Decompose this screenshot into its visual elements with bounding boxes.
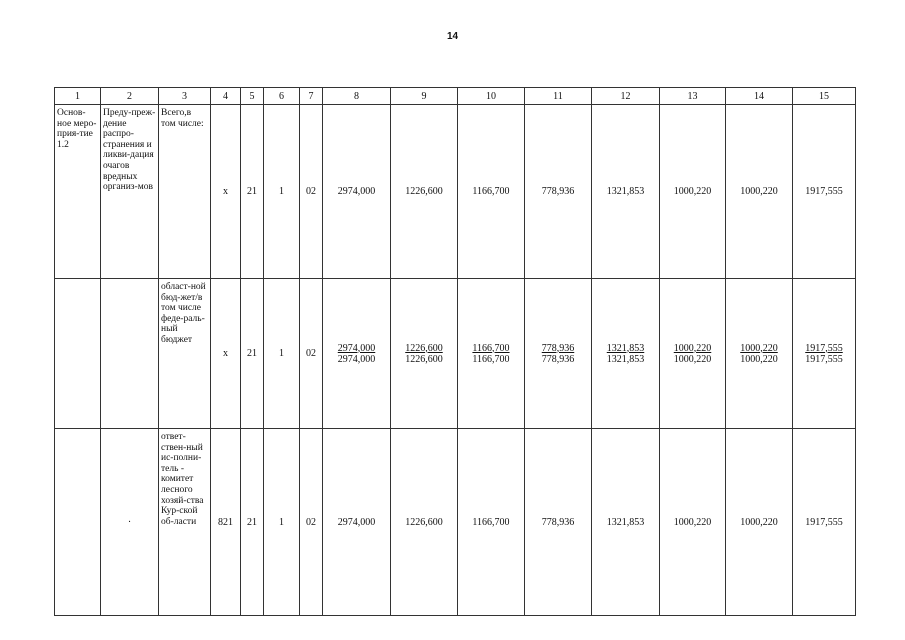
value-cell: 1000,220 [660,105,726,279]
code-cell: 1 [264,279,300,429]
header-cell: 4 [211,88,241,105]
federal-value: 2974,000 [337,353,376,365]
header-cell: 9 [391,88,458,105]
value-cell [525,279,592,429]
code-cell: 21 [241,429,264,616]
header-cell: 8 [323,88,391,105]
value-cell: 1226,600 [391,429,458,616]
header-cell: 13 [660,88,726,105]
measure-cell [55,429,101,616]
header-cell: 7 [300,88,323,105]
value-cell: 1226,600 [391,105,458,279]
regional-value: 1917,555 [805,342,843,354]
value-cell: 1321,853 [592,429,660,616]
code-cell: 02 [300,279,323,429]
federal-value: 1166,700 [472,353,510,365]
header-cell: 15 [793,88,856,105]
header-row [55,88,856,105]
code-cell: 21 [241,105,264,279]
table-row [55,279,856,429]
table-row [55,429,856,616]
value-cell: 1166,700 [458,105,525,279]
value-cell [726,279,793,429]
header-cell: 14 [726,88,793,105]
value-cell: 1321,853 [592,105,660,279]
header-cell: 10 [458,88,525,105]
value-cell [592,279,660,429]
code-cell: 02 [300,105,323,279]
description-cell [101,279,159,429]
page-number: 14 [446,31,459,42]
header-cell: 2 [101,88,159,105]
value-cell: 1000,220 [726,429,793,616]
measure-cell: Основ-ное меро-прия-тие 1.2 [55,105,101,279]
value-cell [323,279,391,429]
value-cell: 778,936 [525,429,592,616]
code-cell: 1 [264,429,300,616]
value-cell: 2974,000 [323,429,391,616]
budget-table [54,87,856,616]
funding-source-cell: Всего,в том числе: [159,105,211,279]
regional-value: 1000,220 [673,342,712,354]
measure-cell [55,279,101,429]
regional-value: 778,936 [541,342,575,354]
code-cell: 821 [211,429,241,616]
value-cell: 1000,220 [660,429,726,616]
federal-value: 1226,600 [405,353,443,365]
code-cell: 02 [300,429,323,616]
header-cell: 12 [592,88,660,105]
regional-value: 2974,000 [337,342,376,354]
regional-value: 1166,700 [472,342,510,354]
value-cell: 1166,700 [458,429,525,616]
code-cell: 21 [241,279,264,429]
value-cell: 1000,220 [726,105,793,279]
federal-value: 1000,220 [740,353,778,365]
value-cell: 2974,000 [323,105,391,279]
header-cell: 5 [241,88,264,105]
value-cell [660,279,726,429]
code-cell: х [211,279,241,429]
header-cell: 3 [159,88,211,105]
regional-value: 1321,853 [606,342,645,354]
code-cell: 1 [264,105,300,279]
regional-value: 1226,600 [405,342,443,354]
federal-value: 1000,220 [673,353,712,365]
header-cell: 11 [525,88,592,105]
value-cell: 1917,555 [793,429,856,616]
value-cell: 1917,555 [793,105,856,279]
federal-value: 1917,555 [805,353,843,365]
table-row [55,105,856,279]
value-cell [793,279,856,429]
value-cell [391,279,458,429]
header-cell: 1 [55,88,101,105]
header-cell: 6 [264,88,300,105]
federal-value: 778,936 [541,353,575,365]
value-cell [458,279,525,429]
funding-source-cell: ответ-ствен-ный ис-полни-тель - комитет лесного хозяй-ства Кур-ской об-ласти [159,429,211,616]
funding-source-cell: област-ной бюд-жет/в том числе феде-раль-ный бюджет [159,279,211,429]
code-cell: х [211,105,241,279]
federal-value: 1321,853 [606,353,645,365]
description-cell: Преду-преж-дение распро-странения и ликви-дация очагов вредных организ-мов [101,105,159,279]
value-cell: 778,936 [525,105,592,279]
regional-value: 1000,220 [740,342,778,354]
description-cell: · [101,429,159,616]
